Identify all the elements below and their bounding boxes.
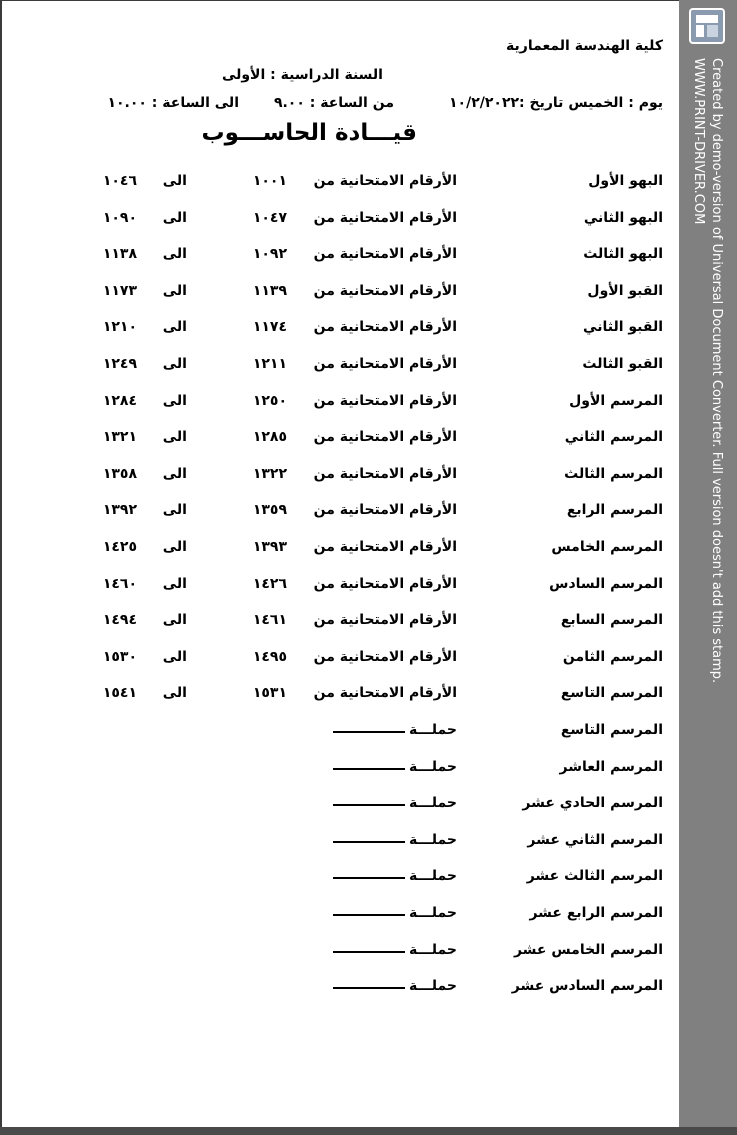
range-label: الأرقام الامتحانية من xyxy=(313,539,457,555)
exam-row xyxy=(0,679,679,709)
range-to: ١٤٢٥ xyxy=(102,539,137,555)
haml-row xyxy=(0,972,679,1002)
haml-label: حملـــة xyxy=(408,795,457,812)
range-to: ١٤٩٤ xyxy=(102,612,137,629)
exam-row xyxy=(0,204,679,234)
exam-row xyxy=(0,643,679,673)
range-to: ١٣٥٨ xyxy=(102,465,137,482)
range-to: ١٠٤٦ xyxy=(102,173,137,189)
to-label: الى xyxy=(162,209,187,226)
exam-row xyxy=(0,423,679,453)
to-label: الى xyxy=(162,575,187,592)
range-label: الأرقام الامتحانية من xyxy=(313,685,457,702)
hall-name: المرسم الخامس xyxy=(551,539,663,555)
hall-name: البهو الثالث xyxy=(583,246,663,263)
range-label: الأرقام الامتحانية من xyxy=(313,392,457,409)
watermark-line-2: WWW.PRINT-DRIVER.COM xyxy=(691,58,706,225)
watermark-strip xyxy=(679,0,737,1127)
start-time: من الساعة : ٩.٠٠ xyxy=(273,95,394,111)
range-from: ١٥٣١ xyxy=(252,685,287,702)
haml-row xyxy=(0,826,679,856)
exam-row xyxy=(0,277,679,307)
to-label: الى xyxy=(162,282,187,299)
study-year: السنة الدراسية : الأولى xyxy=(221,67,383,83)
to-label: الى xyxy=(162,648,187,665)
to-label: الى xyxy=(162,246,187,263)
haml-label: حملـــة xyxy=(408,868,457,885)
hall-name: البهو الثاني xyxy=(583,209,663,226)
range-label: الأرقام الامتحانية من xyxy=(313,319,457,336)
exam-row xyxy=(0,496,679,526)
to-label: الى xyxy=(162,502,187,519)
hall-name: المرسم الرابع xyxy=(566,502,663,519)
haml-label: حملـــة xyxy=(408,941,457,958)
hall-name: المرسم السادس xyxy=(549,575,663,592)
watermark-text xyxy=(689,58,725,683)
hall-name: المرسم التاسع xyxy=(560,722,663,738)
end-time: الى الساعة : ١٠.٠٠ xyxy=(107,95,239,111)
haml-row xyxy=(0,716,679,746)
hall-name: المرسم التاسع xyxy=(560,685,663,702)
range-from: ١١٣٩ xyxy=(252,282,287,299)
range-to: ١٥٣٠ xyxy=(102,648,137,665)
range-from: ١٢٥٠ xyxy=(252,392,287,409)
range-label: الأرقام الامتحانية من xyxy=(313,429,457,446)
exam-row xyxy=(0,460,679,490)
to-label: الى xyxy=(162,356,187,372)
hall-name: المرسم الحادي عشر xyxy=(522,795,663,812)
watermark-line-1: Created by demo-version of Universal Document Converter. Full version doesn't add this stamp. xyxy=(709,58,724,684)
range-from: ١٢١١ xyxy=(252,356,287,372)
haml-label: حملـــة xyxy=(408,978,457,995)
bottom-edge xyxy=(0,1127,737,1135)
range-from: ١٣٩٣ xyxy=(252,539,287,555)
range-label: الأرقام الامتحانية من xyxy=(313,173,457,189)
hall-name: المرسم الرابع عشر xyxy=(529,905,663,921)
hall-name: المرسم الثامن xyxy=(562,648,663,665)
range-from: ١٠٠١ xyxy=(252,173,287,189)
college-name: كلية الهندسة المعمارية xyxy=(506,38,663,54)
converter-logo-icon xyxy=(689,8,725,44)
to-label: الى xyxy=(162,392,187,409)
hall-name: القبو الثاني xyxy=(583,319,663,336)
range-label: الأرقام الامتحانية من xyxy=(313,246,457,263)
range-from: ١٣٥٩ xyxy=(252,502,287,519)
hall-name: المرسم الثاني عشر xyxy=(527,831,663,848)
exam-row xyxy=(0,240,679,270)
page-title: قيـــادة الحاســـوب xyxy=(201,120,417,146)
range-label: الأرقام الامتحانية من xyxy=(313,282,457,299)
range-label: الأرقام الامتحانية من xyxy=(313,575,457,592)
range-label: الأرقام الامتحانية من xyxy=(313,612,457,629)
haml-row xyxy=(0,862,679,892)
haml-row xyxy=(0,789,679,819)
exam-row xyxy=(0,387,679,417)
range-to: ١٢٨٤ xyxy=(102,392,137,409)
range-label: الأرقام الامتحانية من xyxy=(313,209,457,226)
to-label: الى xyxy=(162,685,187,702)
haml-label: حملـــة xyxy=(408,758,457,775)
hall-name: المرسم السادس عشر xyxy=(511,978,663,995)
range-to: ١٣٢١ xyxy=(102,429,137,446)
exam-row xyxy=(0,313,679,343)
haml-label: حملـــة xyxy=(408,722,457,738)
hall-name: البهو الأول xyxy=(588,173,663,189)
range-from: ١٣٢٢ xyxy=(252,465,287,482)
range-from: ١٤٢٦ xyxy=(252,575,287,592)
range-to: ١٣٩٢ xyxy=(102,502,137,519)
to-label: الى xyxy=(162,539,187,555)
range-to: ١٠٩٠ xyxy=(102,209,137,226)
range-from: ١٢٨٥ xyxy=(252,429,287,446)
range-to: ١١٣٨ xyxy=(102,246,137,263)
haml-row xyxy=(0,936,679,966)
haml-label: حملـــة xyxy=(408,831,457,848)
range-label: الأرقام الامتحانية من xyxy=(313,502,457,519)
to-label: الى xyxy=(162,319,187,336)
range-from: ١٤٩٥ xyxy=(252,648,287,665)
exam-row xyxy=(0,533,679,563)
range-from: ١٠٩٢ xyxy=(252,246,287,263)
exam-date: يوم : الخميس تاريخ :١٠/٢/٢٠٢٢ xyxy=(449,95,663,111)
range-from: ١١٧٤ xyxy=(252,319,287,336)
hall-name: المرسم العاشر xyxy=(559,758,663,775)
range-to: ١٥٤١ xyxy=(102,685,137,702)
hall-name: القبو الأول xyxy=(587,282,663,299)
range-to: ١٤٦٠ xyxy=(102,575,137,592)
to-label: الى xyxy=(162,465,187,482)
range-from: ١٤٦١ xyxy=(252,612,287,629)
range-label: الأرقام الامتحانية من xyxy=(313,465,457,482)
exam-row xyxy=(0,350,679,380)
hall-name: القبو الثالث xyxy=(582,356,663,372)
hall-name: المرسم الأول xyxy=(569,392,663,409)
hall-name: المرسم الخامس عشر xyxy=(513,941,663,958)
haml-row xyxy=(0,899,679,929)
haml-label: حملـــة xyxy=(408,905,457,921)
range-to: ١٢٤٩ xyxy=(102,356,137,372)
hall-name: المرسم السابع xyxy=(560,612,663,629)
exam-row xyxy=(0,167,679,197)
haml-row xyxy=(0,753,679,783)
exam-row xyxy=(0,606,679,636)
hall-name: المرسم الثاني xyxy=(564,429,663,446)
to-label: الى xyxy=(162,429,187,446)
hall-name: المرسم الثالث xyxy=(564,465,663,482)
range-to: ١٢١٠ xyxy=(102,319,137,336)
hall-name: المرسم الثالث عشر xyxy=(526,868,663,885)
range-label: الأرقام الامتحانية من xyxy=(313,648,457,665)
range-from: ١٠٤٧ xyxy=(252,209,287,226)
to-label: الى xyxy=(162,173,187,189)
to-label: الى xyxy=(162,612,187,629)
range-label: الأرقام الامتحانية من xyxy=(313,356,457,372)
exam-row xyxy=(0,570,679,600)
range-to: ١١٧٣ xyxy=(102,282,137,299)
